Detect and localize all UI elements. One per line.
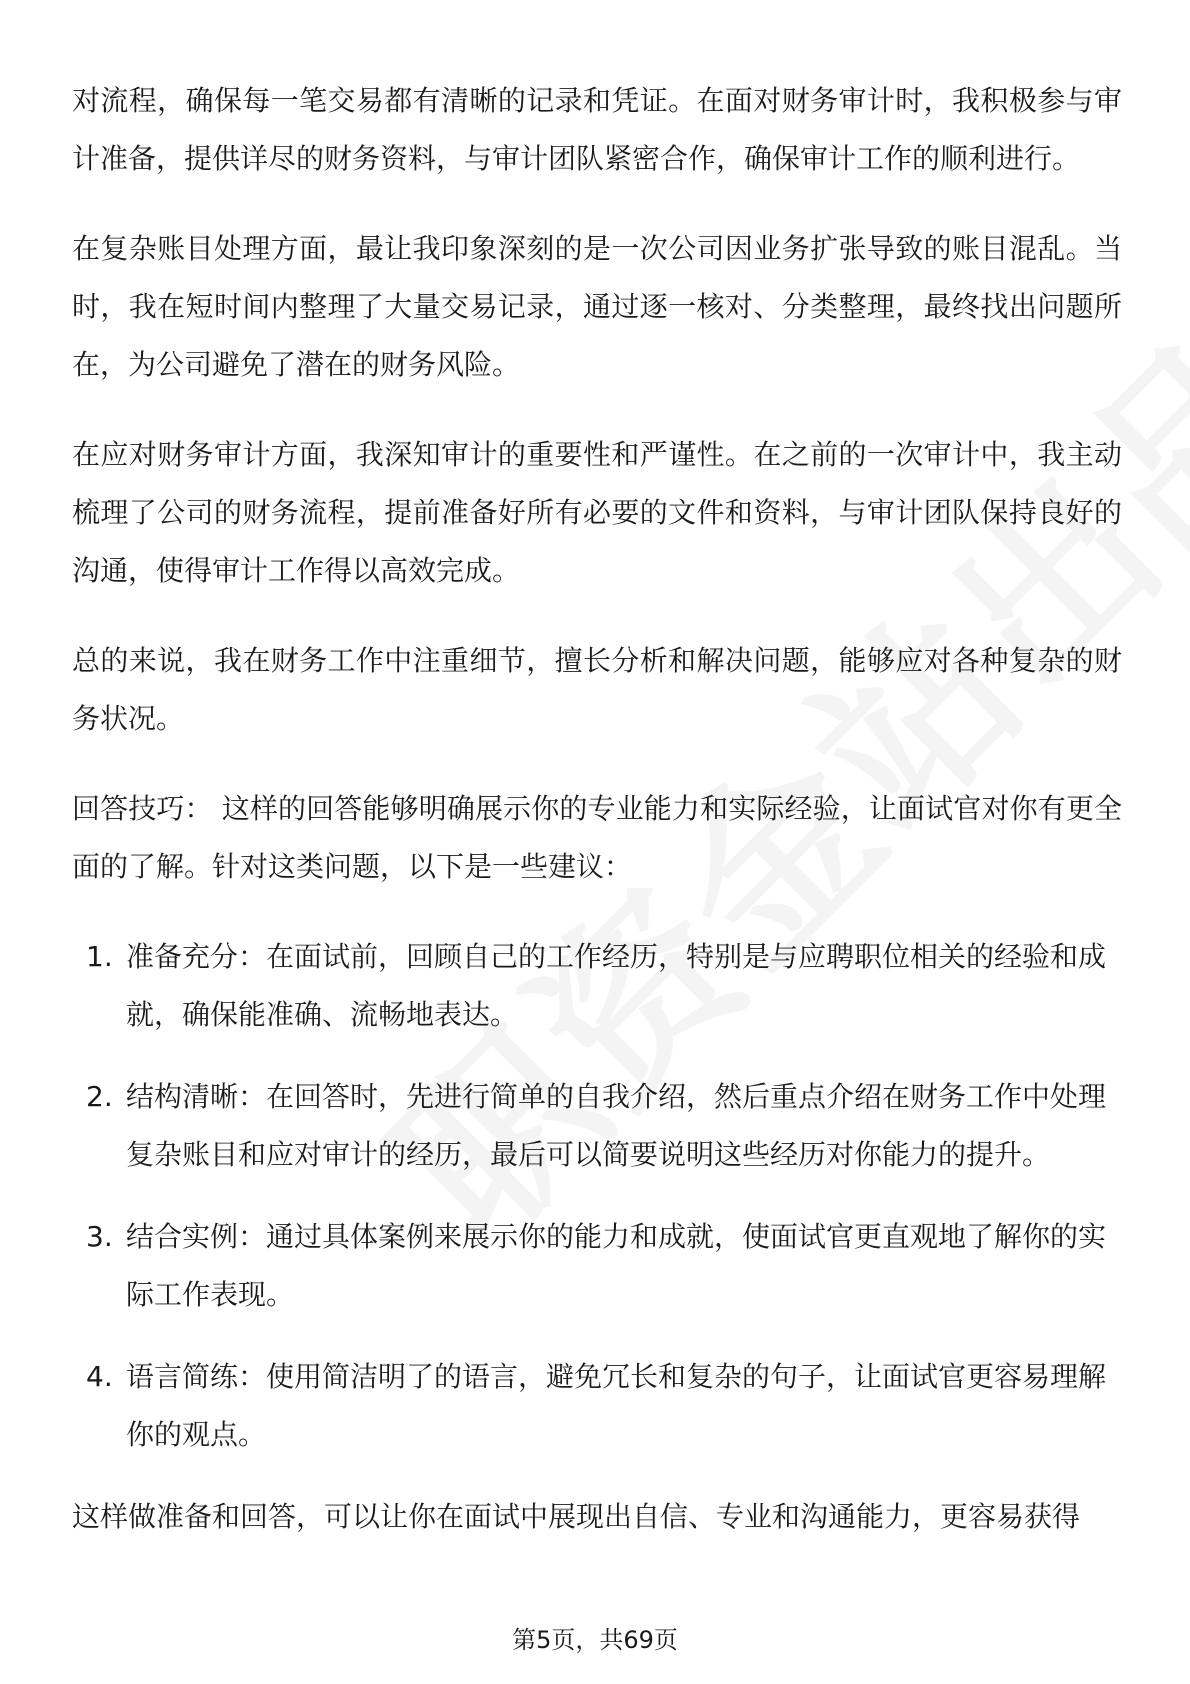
list-item-number: 2. bbox=[86, 1080, 113, 1113]
list-item bbox=[72, 1068, 1122, 1184]
paragraph-1: 对流程，确保每一笔交易都有清晰的记录和凭证。在面对财务审计时，我积极参与审计准备，提供详尽的财务资料，与审计团队紧密合作，确保审计工作的顺利进行。 bbox=[72, 84, 1122, 175]
list-item-number: 1. bbox=[86, 940, 113, 973]
tips-list bbox=[72, 928, 1122, 1464]
list-item bbox=[72, 928, 1122, 1044]
list-item bbox=[72, 1208, 1122, 1324]
closing-paragraph: 这样做准备和回答，可以让你在面试中展现出自信、专业和沟通能力，更容易获得 bbox=[72, 1500, 1081, 1533]
list-item-number: 4. bbox=[86, 1360, 113, 1393]
list-item bbox=[72, 1348, 1122, 1464]
list-item-text: 语言简练：使用简洁明了的语言，避免冗长和复杂的句子，让面试官更容易理解你的观点。 bbox=[126, 1360, 1107, 1451]
paragraph-2: 在复杂账目处理方面，最让我印象深刻的是一次公司因业务扩张导致的账目混乱。当时，我在短时间内整理了大量交易记录，通过逐一核对、分类整理，最终找出问题所在，为公司避免了潜在的财务风险。 bbox=[72, 232, 1122, 381]
paragraph-4: 总的来说，我在财务工作中注重细节，擅长分析和解决问题，能够应对各种复杂的财务状况。 bbox=[72, 644, 1122, 735]
list-item-text: 结构清晰：在回答时，先进行简单的自我介绍，然后重点介绍在财务工作中处理复杂账目和应对审计的经历，最后可以简要说明这些经历对你能力的提升。 bbox=[126, 1080, 1107, 1171]
paragraph-answer-tips: 回答技巧： 这样的回答能够明确展示你的专业能力和实际经验，让面试官对你有更全面的了解。针对这类问题，以下是一些建议： bbox=[72, 792, 1122, 883]
paragraph-3: 在应对财务审计方面，我深知审计的重要性和严谨性。在之前的一次审计中，我主动梳理了公司的财务流程，提前准备好所有必要的文件和资料，与审计团队保持良好的沟通，使得审计工作得以高效完成。 bbox=[72, 438, 1122, 587]
list-item-text: 结合实例：通过具体案例来展示你的能力和成就，使面试官更直观地了解你的实际工作表现。 bbox=[126, 1220, 1107, 1311]
page-content bbox=[72, 72, 1122, 1578]
list-item-number: 3. bbox=[86, 1220, 113, 1253]
page-number: 第5页，共69页 bbox=[512, 1626, 678, 1654]
list-item-text: 准备充分：在面试前，回顾自己的工作经历，特别是与应聘职位相关的经验和成就，确保能准确、流畅地表达。 bbox=[126, 940, 1107, 1031]
